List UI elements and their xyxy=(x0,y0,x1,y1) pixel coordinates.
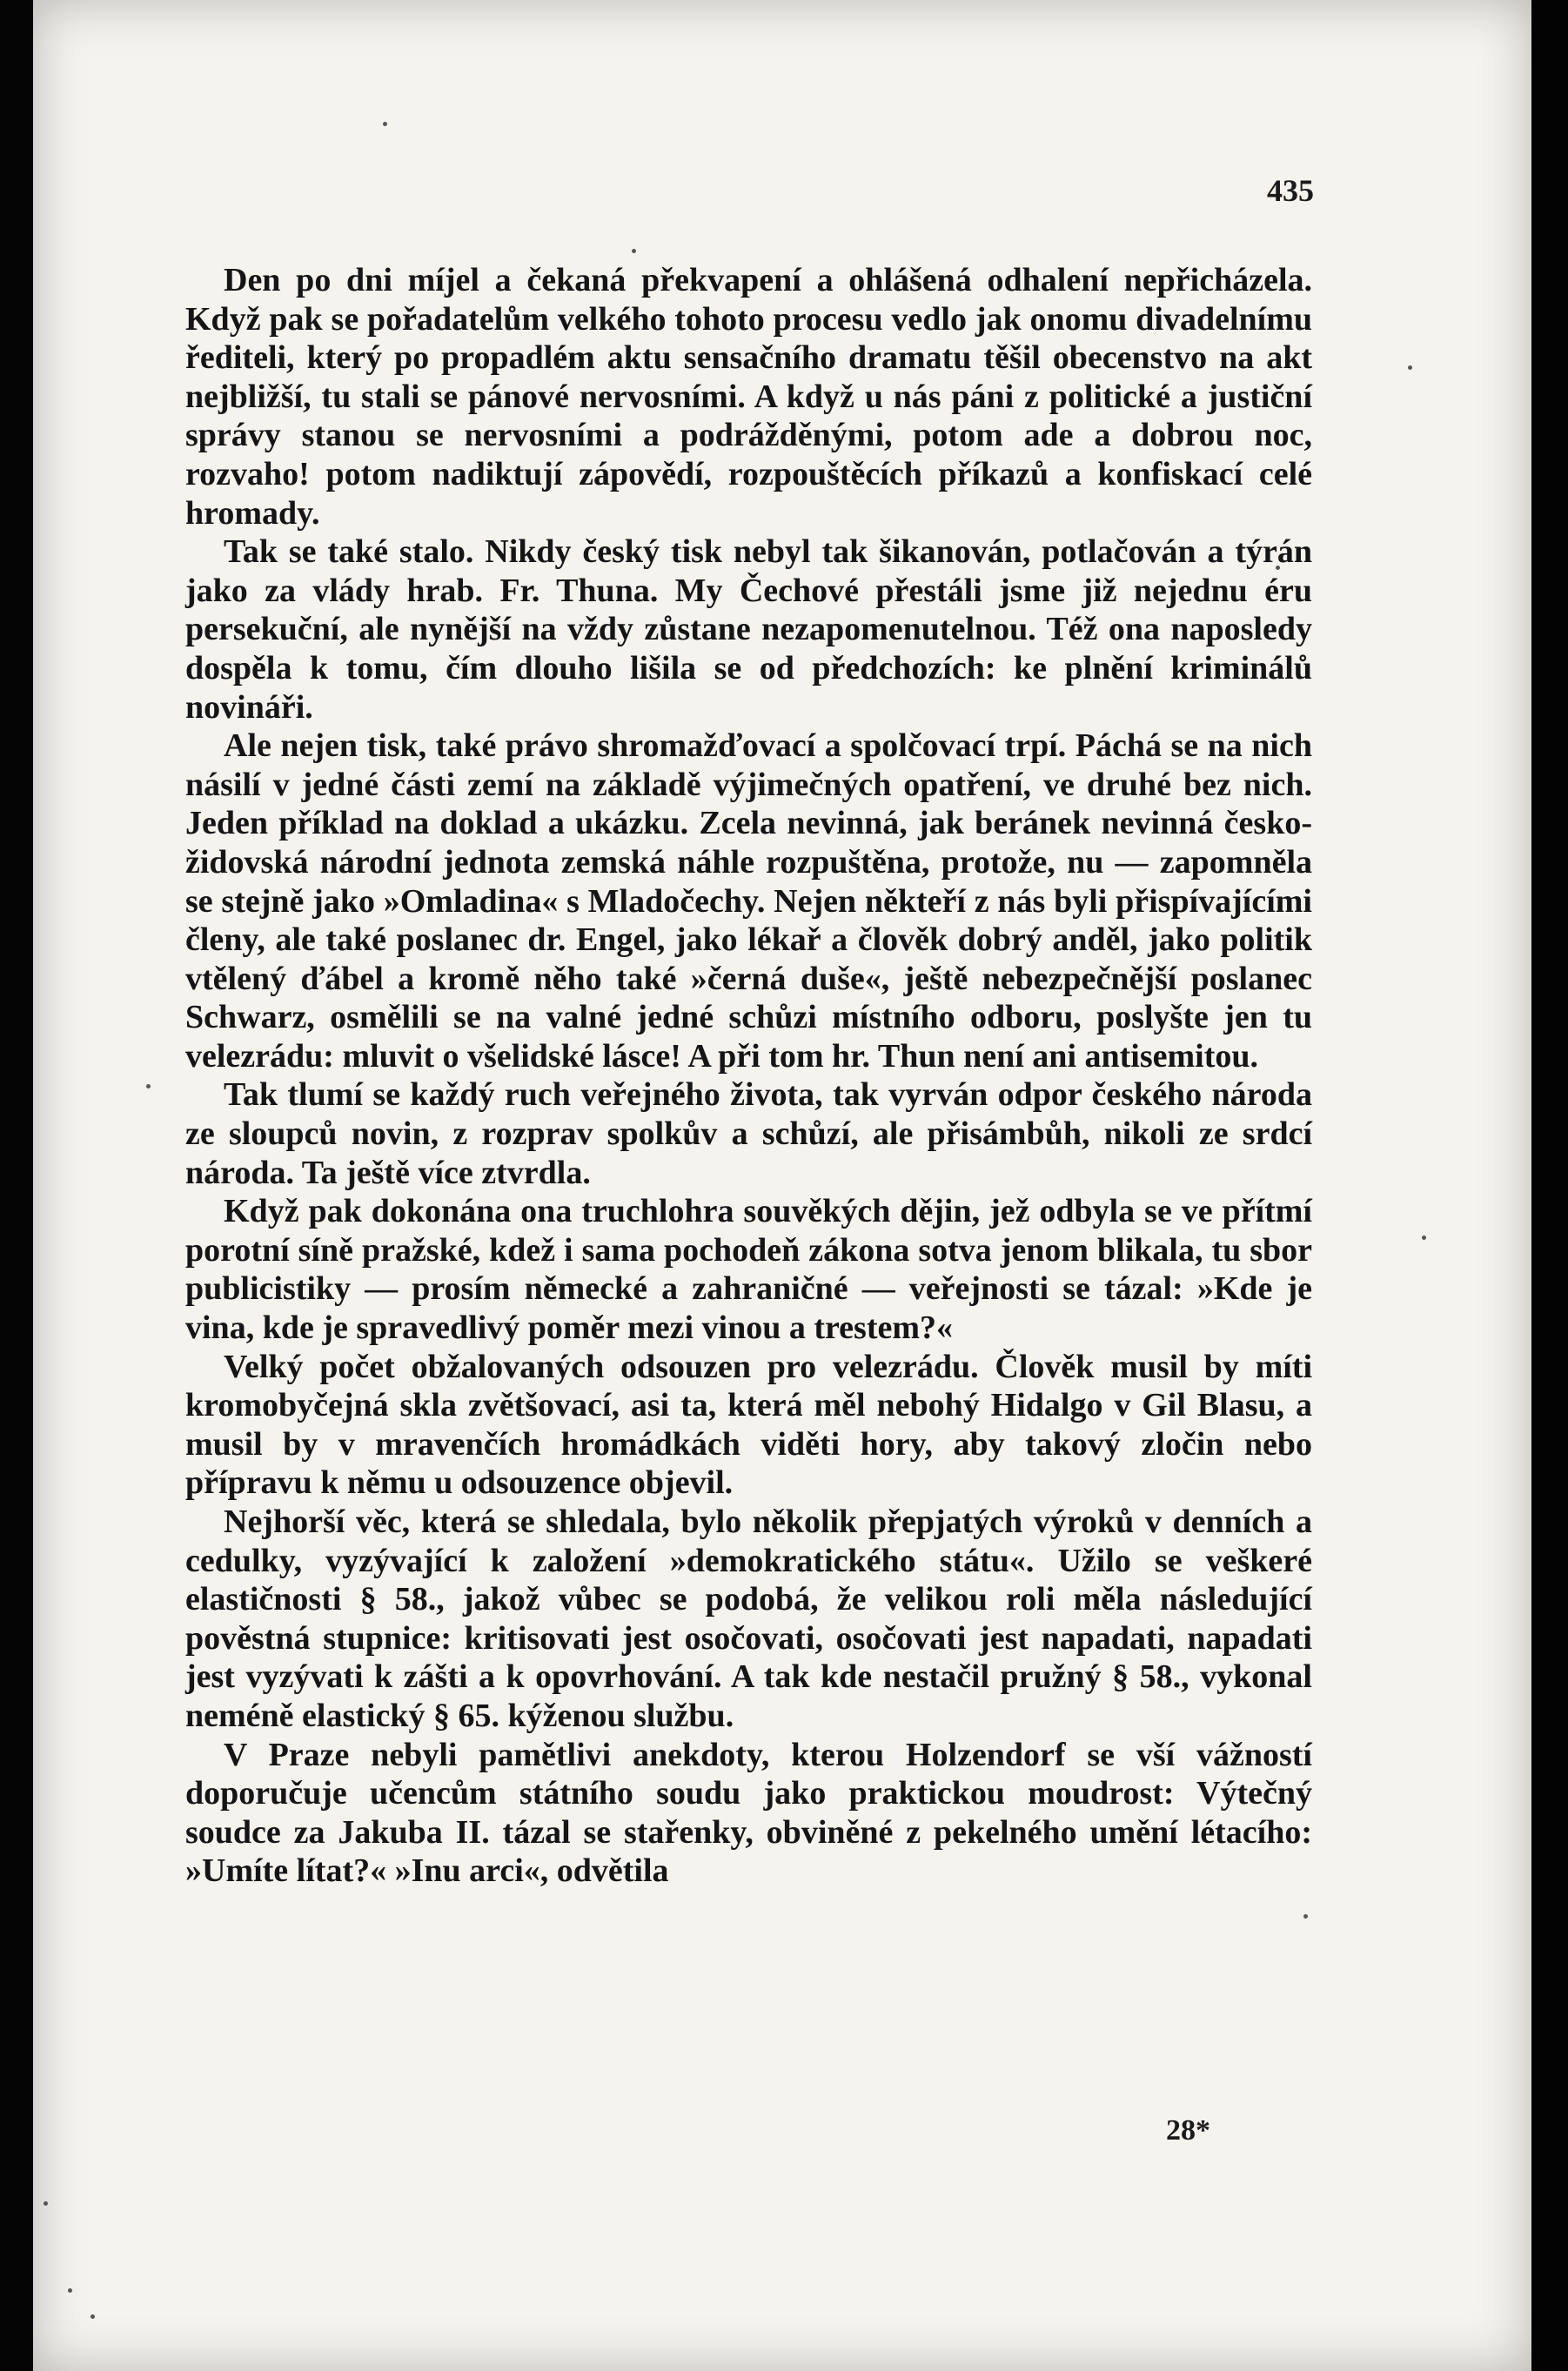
paper-speck xyxy=(1303,1914,1308,1919)
printer-signature-mark: 28* xyxy=(1166,2114,1210,2147)
paper-speck xyxy=(68,2288,72,2293)
paper-speck xyxy=(632,249,636,253)
page-number: 435 xyxy=(1267,173,1314,208)
paper-speck xyxy=(1422,1236,1426,1240)
paper-speck xyxy=(383,122,387,126)
paragraph: V Praze nebyli pamětlivi anekdoty, kterou Holzendorf se vší vážností doporučuje učencům státního soudu jako praktickou moudrost: Výtečný soudce za Jakuba II. tázal se stařenky, obviněné z pekelného umění létacího: »Umíte lítat?« »Inu arci«, odvětila xyxy=(185,1736,1312,1890)
paper-speck xyxy=(90,2314,95,2319)
paragraph: Den po dni míjel a čekaná překvapení a ohlášená odhalení nepřicházela. Když pak se pořadatelům velkého tohoto procesu vedlo jak onomu divadelnímu řediteli, který po propadlém aktu sensačního dramatu těšil obecenstvo na akt nejbližší, tu stali se pánové nervosními. A když u nás páni z politické a justiční správy stanou se nervosními a podrážděnými, potom ade a dobrou noc, rozvaho! potom nadiktují zápovědí, rozpouštěcích příkazů a konfiskací celé hromady. xyxy=(185,262,1312,532)
paragraph: Ale nejen tisk, také právo shromažďovací a spolčovací trpí. Páchá se na nich násilí v jedné části zemí na základě výjimečných opatření, ve druhé bez nich. Jeden příklad na doklad a ukázku. Zcela nevinná, jak beránek nevinná česko-židovská národní jednota zemská náhle rozpuštěna, protože, nu — zapomněla se stejně jako »Omladina« s Mladočechy. Nejen někteří z nás byli přispívajícími členy, ale také poslanec dr. Engel, jako lékař a člověk dobrý anděl, jako politik vtělený ďábel a kromě něho také »černá duše«, ještě nebezpečnější poslanec Schwarz, osmělili se na valné jedné schůzi místního odboru, poslyšte jen tu velezrádu: mluvit o všelidské lásce! A při tom hr. Thun není ani antisemitou. xyxy=(185,727,1312,1075)
scan-right-edge xyxy=(1531,0,1568,2371)
paragraph: Tak se také stalo. Nikdy český tisk nebyl tak šikanován, potlačován a týrán jako za vlády hrab. Fr. Thuna. My Čechové přestáli jsme již nejednu éru persekuční, ale nynější na vždy zůstane nezapomenutelnou. Též ona naposledy dospěla k tomu, čím dlouho lišila se od předchozích: ke plnění kriminálů novináři. xyxy=(185,533,1312,726)
paragraph: Když pak dokonána ona truchlohra souvěkých dějin, jež odbyla se ve přítmí porotní síně pražské, kdež i sama pochodeň zákona sotva jenom blikala, tu sbor publicistiky — prosím německé a zahraničné — veřejnosti se tázal: »Kde je vina, kde je spravedlivý poměr mezi vinou a trestem?« xyxy=(185,1193,1312,1347)
paper-speck xyxy=(44,2201,48,2206)
paragraph: Nejhorší věc, která se shledala, bylo několik přepjatých výroků v denních a cedulky, vyzývající k založení »demokratického státu«. Užilo se veškeré elastičnosti § 58., jakož vůbec se podobá, že velikou roli měla následující pověstná stupnice: kritisovati jest osočovati, osočovati jest napadati, napadati jest vyzývati k zášti a k opovrhování. A tak kde nestačil pružný § 58., vykonal neméně elastický § 65. kýženou službu. xyxy=(185,1504,1312,1734)
paragraph: Tak tlumí se každý ruch veřejného života, tak vyrván odpor českého národa ze sloupců novin, z rozprav spolkův a schůzí, ale přisámbůh, nikoli ze srdcí národa. Ta ještě více ztvrdla. xyxy=(185,1076,1312,1191)
book-spine-shadow xyxy=(0,0,33,2371)
paper-speck xyxy=(1408,365,1412,370)
body-text xyxy=(185,261,1312,1891)
paper-speck xyxy=(146,1084,151,1088)
paragraph: Velký počet obžalovaných odsouzen pro velezrádu. Člověk musil by míti kromobyčejná skla zvětšovací, asi ta, která měl nebohý Hidalgo v Gil Blasu, a musil by v mravenčích hromádkách viděti hory, aby takový zločin nebo přípravu k němu u odsouzence objevil. xyxy=(185,1348,1312,1502)
